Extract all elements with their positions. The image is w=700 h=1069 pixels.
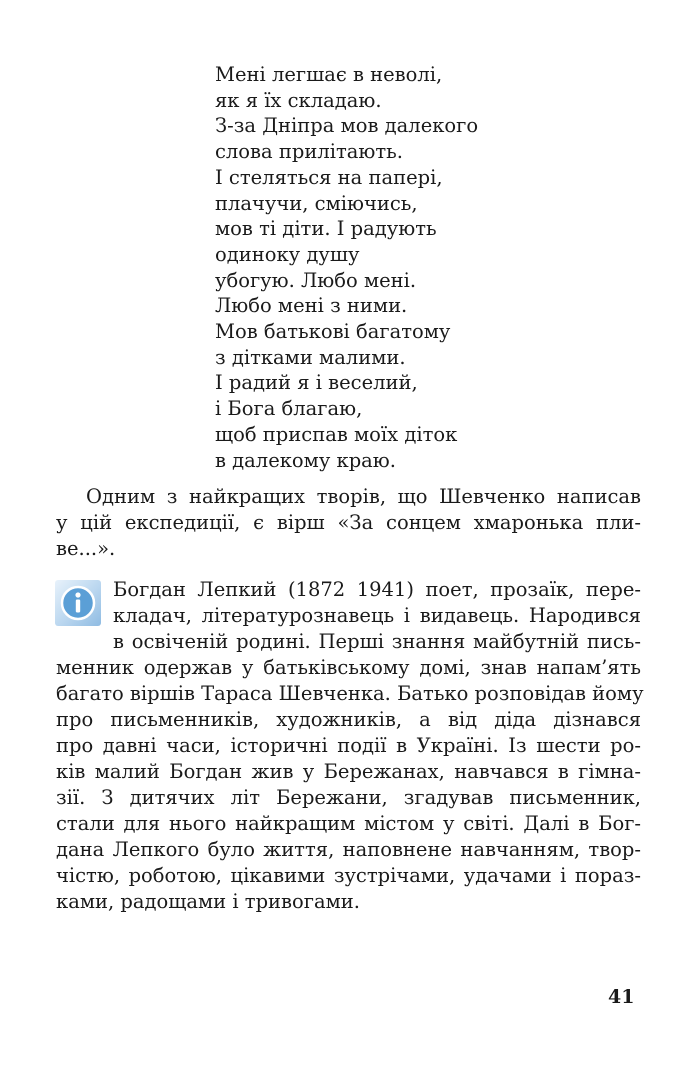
- poem-line: плачучи, сміючись,: [215, 191, 418, 215]
- info-box-text: [56, 577, 644, 915]
- info-line: в освіченій родині. Перші знання майбутній пись-: [113, 630, 641, 653]
- poem-line: одиноку душу: [215, 242, 360, 266]
- poem-line: щоб приспав моїх діток: [215, 422, 458, 446]
- info-line: про давні часи, історичні події в Україні. Із шести ро-: [56, 734, 641, 757]
- info-line: чістю, роботою, цікавими зустрічами, удачами і пораз-: [56, 864, 641, 887]
- poem: [215, 62, 555, 473]
- poem-line: слова прилітають.: [215, 140, 403, 164]
- info-line: дана Лепкого було життя, наповнене навчанням, твор-: [56, 838, 641, 861]
- poem-line: І радий я і веселий,: [215, 371, 418, 395]
- poem-line: Мені легшає в неволі,: [215, 63, 443, 86]
- info-line: багато віршів Тараса Шевченка. Батько розповідав йому: [56, 682, 644, 705]
- info-line: зії. З дитячих літ Бережани, згадував письменник,: [56, 786, 641, 809]
- info-line: менник одержав у батьківському домі, знав напам’ять: [56, 656, 641, 679]
- info-line: стали для нього найкращим містом у світі. Далі в Бог-: [56, 812, 641, 835]
- info-line: про письменників, художників, а від діда дізнався: [56, 708, 641, 731]
- poem-line: Любо мені з ними.: [215, 294, 408, 318]
- poem-line: убогую. Любо мені.: [215, 268, 417, 292]
- info-line: ками, радощами і тривогами.: [56, 890, 360, 913]
- info-line: ків малий Богдан жив у Бережанах, навчався в гімна-: [56, 760, 641, 783]
- paragraph-line: у цій експедиції, є вірш «За сонцем хмаронька пли-: [56, 511, 641, 534]
- info-line: кладач, літературознавець і видавець. Народився: [113, 604, 641, 627]
- poem-line: мов ті діти. І радують: [215, 217, 437, 241]
- poem-line: в далекому краю.: [215, 448, 396, 472]
- paragraph-line: ве...».: [56, 537, 116, 560]
- poem-line: з дітками малими.: [215, 345, 406, 369]
- paragraph-line: Одним з найкращих творів, що Шевченко написав: [86, 485, 641, 508]
- info-line: Богдан Лепкий (1872 1941) поет, прозаїк, пере-: [113, 578, 641, 601]
- poem-line: З-за Дніпра мов далекого: [215, 114, 479, 138]
- poem-line: як я їх складаю.: [215, 88, 382, 112]
- poem-line: Мов батькові багатому: [215, 320, 451, 344]
- body-paragraph: [56, 484, 641, 562]
- page-number: 41: [608, 986, 635, 1008]
- poem-line: І стеляться на папері,: [215, 165, 443, 189]
- poem-line: і Бога благаю,: [215, 397, 363, 421]
